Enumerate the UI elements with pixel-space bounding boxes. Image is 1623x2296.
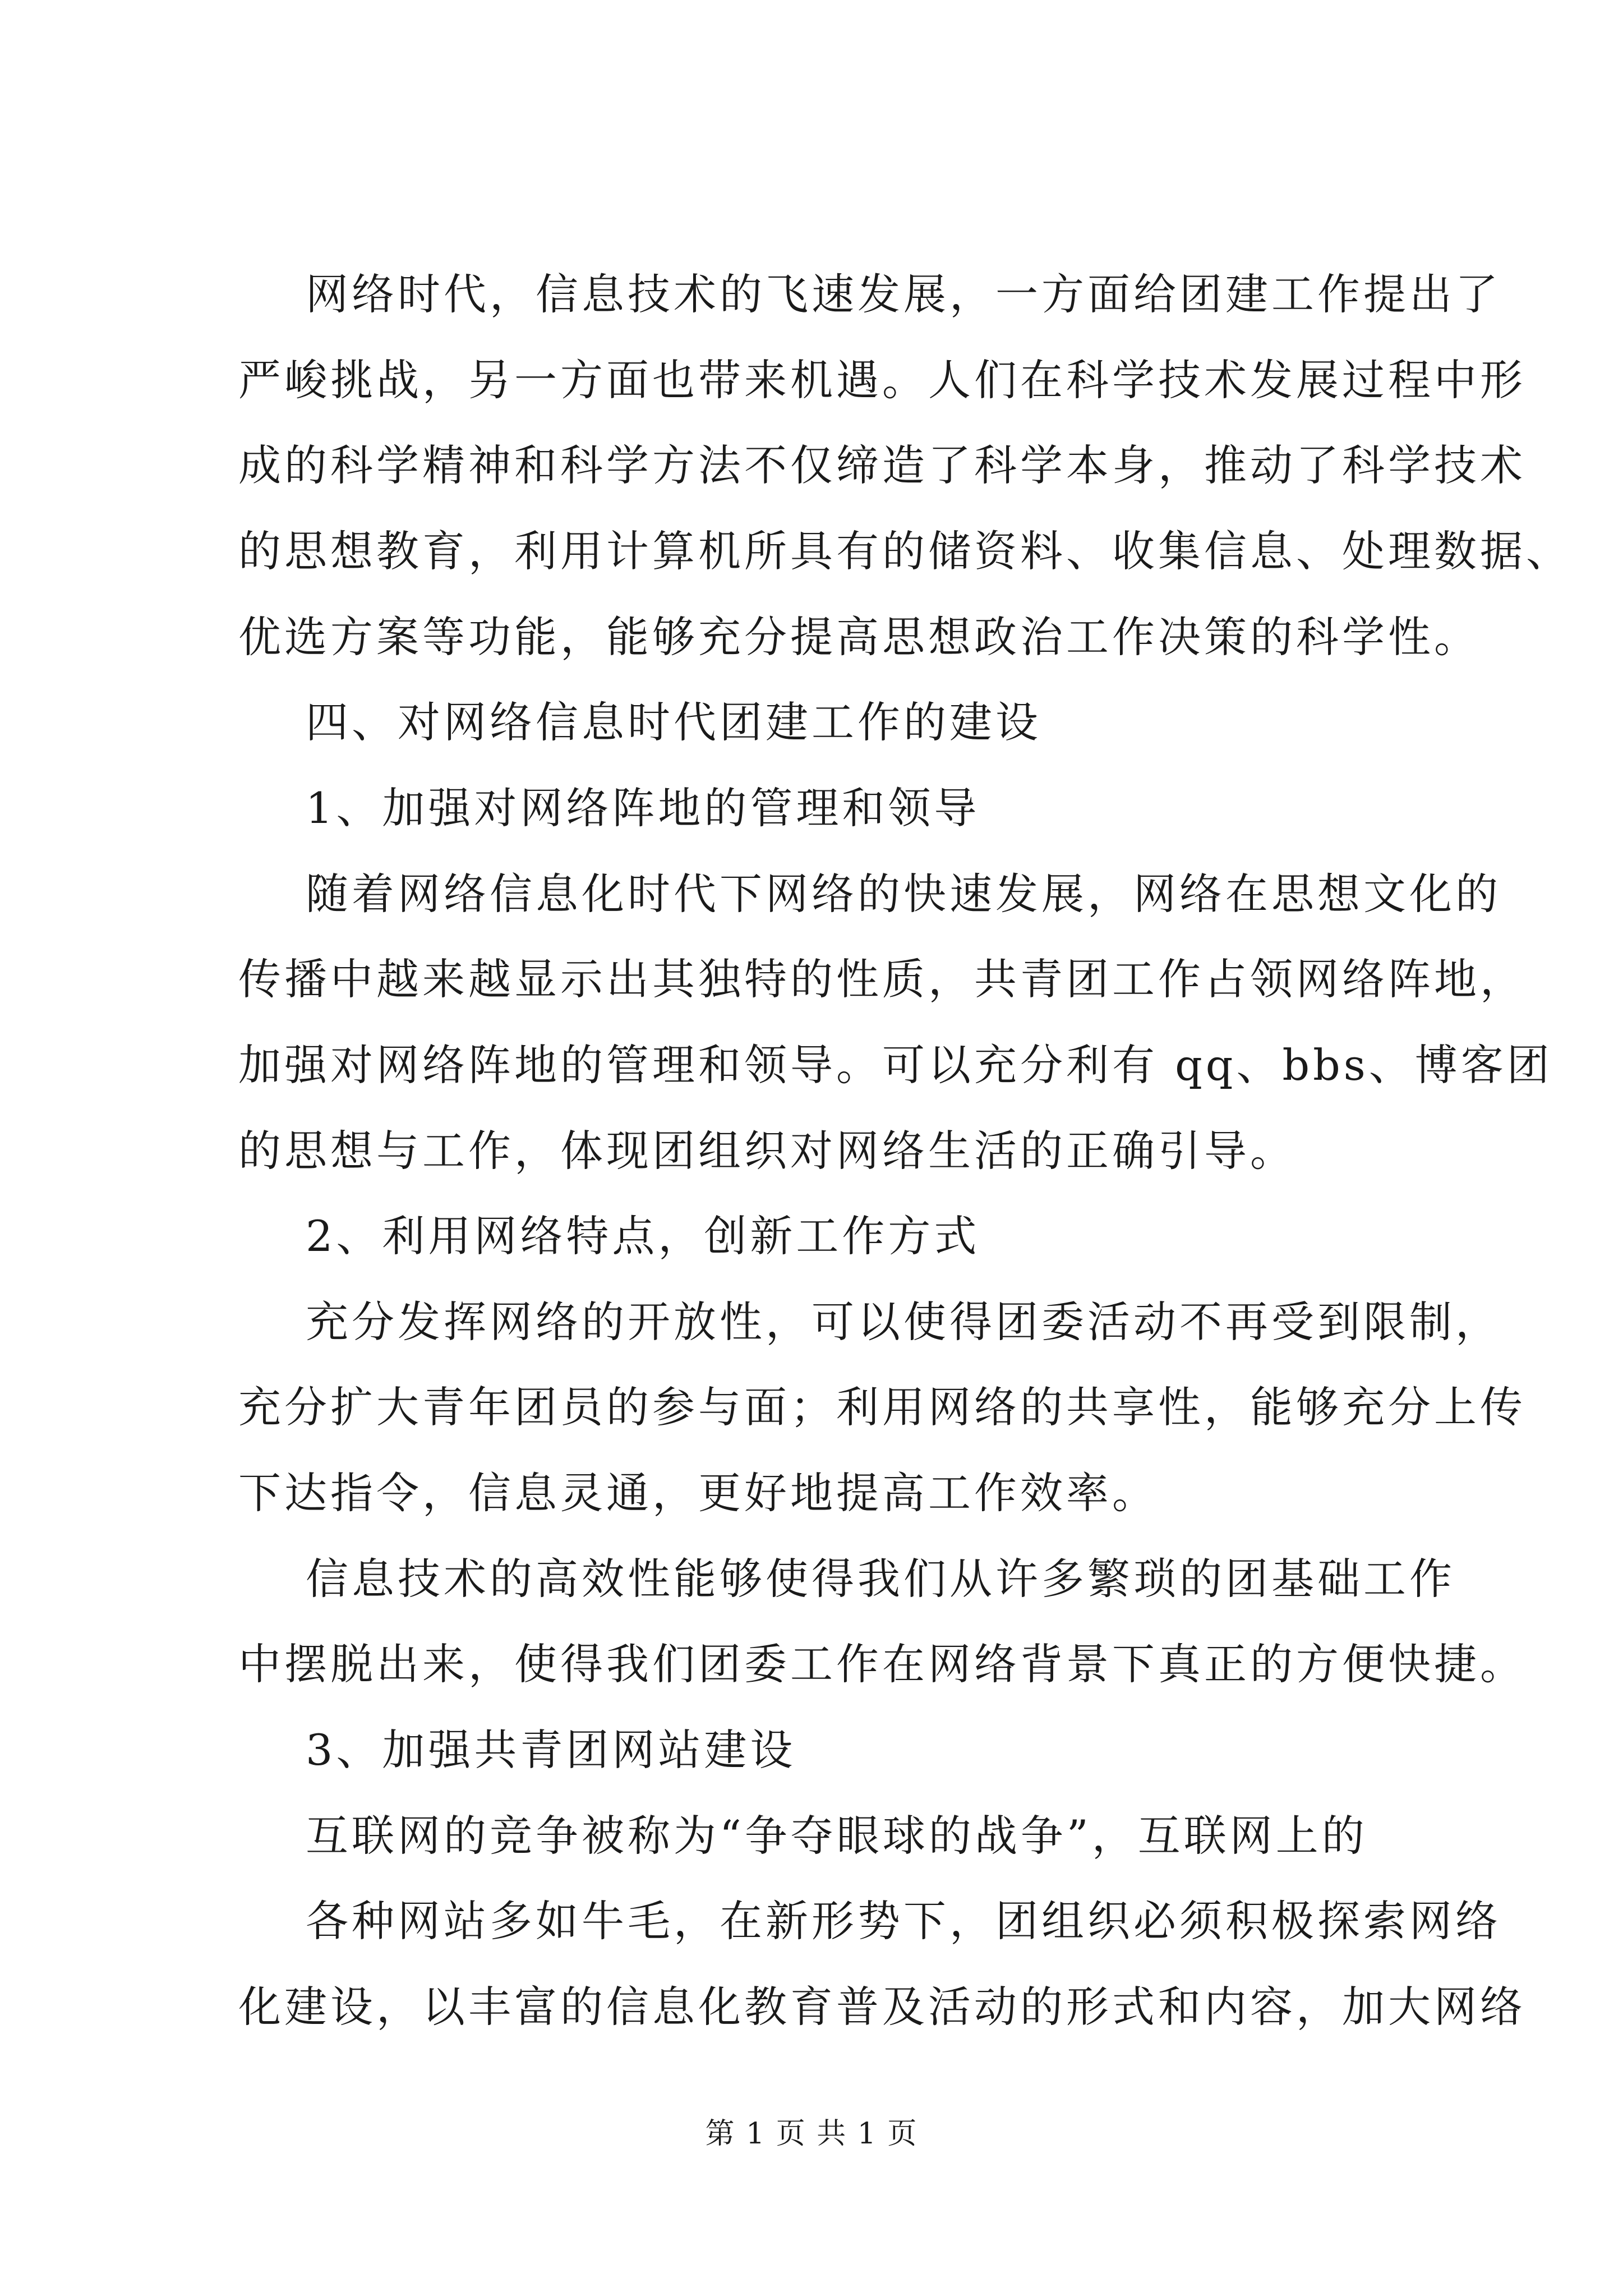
paragraph-line: 的思想与工作，体现团组织对网络生活的正确引导。 xyxy=(238,1126,1296,1176)
paragraph-line: 中摆脱出来，使得我们团委工作在网络背景下真正的方便快捷。 xyxy=(238,1639,1526,1689)
page-number-footer: 第 1 页 共 1 页 xyxy=(705,2117,918,2151)
paragraph-line: 网络时代，信息技术的飞速发展，一方面给团建工作提出了 xyxy=(306,269,1501,319)
subsection-heading: 1、加强对网络阵地的管理和领导 xyxy=(306,783,980,833)
section-heading: 四、对网络信息时代团建工作的建设 xyxy=(306,697,1041,747)
paragraph-line: 传播中越来越显示出其独特的性质，共青团工作占领网络阵地， xyxy=(238,954,1526,1004)
paragraph-line: 随着网络信息化时代下网络的快速发展，网络在思想文化的 xyxy=(306,869,1501,919)
subsection-heading: 3、加强共青团网站建设 xyxy=(306,1725,796,1775)
subsection-heading: 2、利用网络特点，创新工作方式 xyxy=(306,1211,980,1261)
paragraph-line: 下达指令，信息灵通，更好地提高工作效率。 xyxy=(238,1468,1158,1518)
paragraph-line: 充分扩大青年团员的参与面；利用网络的共享性，能够充分上传 xyxy=(238,1382,1526,1432)
paragraph-line: 信息技术的高效性能够使得我们从许多繁琐的团基础工作 xyxy=(306,1554,1455,1604)
paragraph-line: 的思想教育，利用计算机所具有的储资料、收集信息、处理数据、 xyxy=(238,526,1572,576)
paragraph-line: 优选方案等功能，能够充分提高思想政治工作决策的科学性。 xyxy=(238,612,1480,662)
paragraph-line: 成的科学精神和科学方法不仅缔造了科学本身，推动了科学技术 xyxy=(238,440,1526,490)
paragraph-line: 化建设，以丰富的信息化教育普及活动的形式和内容，加大网络 xyxy=(238,1982,1526,2032)
paragraph-line: 充分发挥网络的开放性，可以使得团委活动不再受到限制， xyxy=(306,1297,1501,1347)
paragraph-line: 加强对网络阵地的管理和领导。可以充分利有 qq、bbs、博客团 xyxy=(238,1040,1553,1090)
paragraph-line: 各种网站多如牛毛，在新形势下，团组织必须积极探索网络 xyxy=(306,1896,1501,1946)
paragraph-line: 严峻挑战，另一方面也带来机遇。人们在科学技术发展过程中形 xyxy=(238,355,1526,405)
paragraph-line: 互联网的竞争被称为“争夺眼球的战争”，互联网上的 xyxy=(306,1811,1368,1861)
